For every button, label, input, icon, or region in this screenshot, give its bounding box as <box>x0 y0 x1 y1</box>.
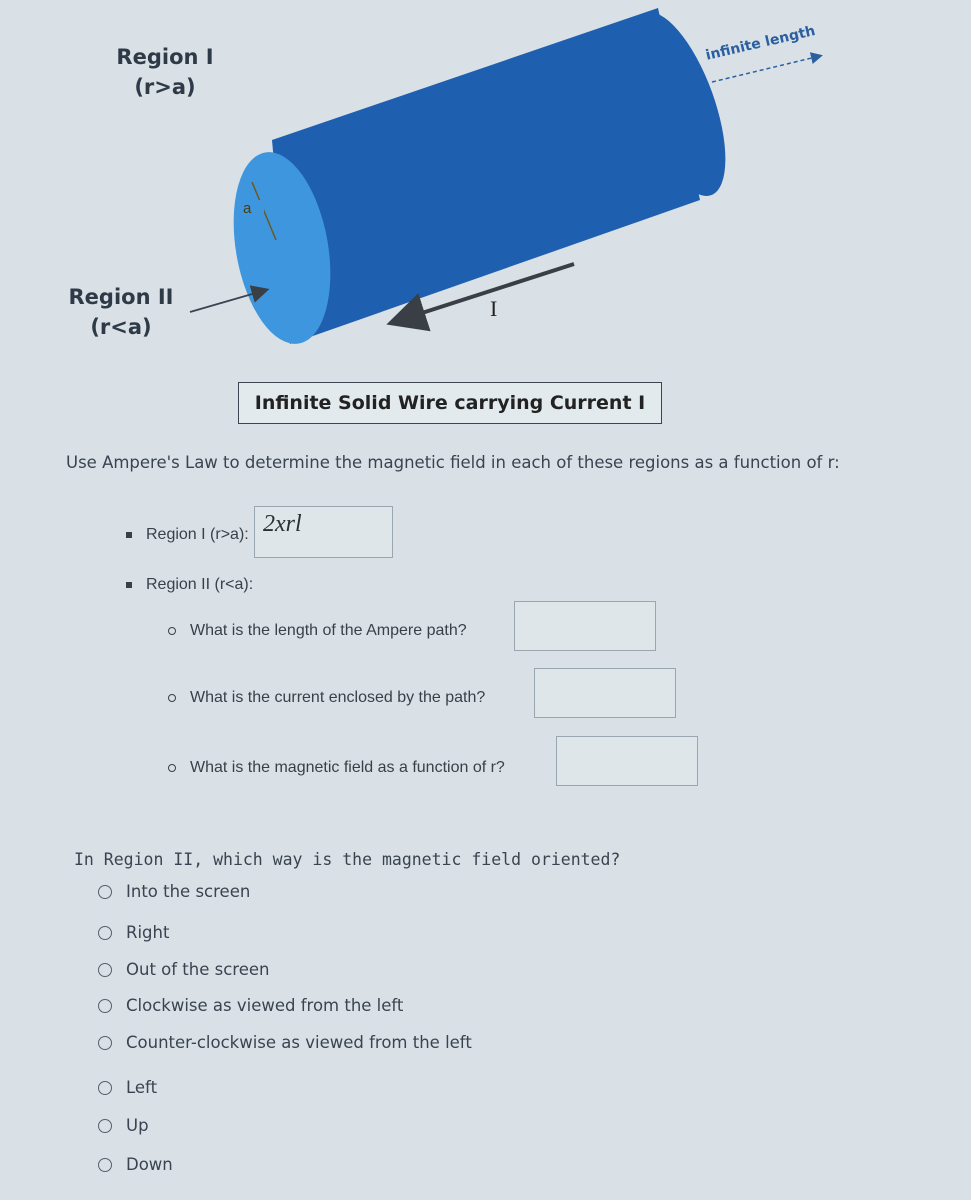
bullet-circle-icon <box>168 627 176 635</box>
region2-label <box>66 282 176 342</box>
option-into-screen[interactable] <box>98 882 250 901</box>
option-label: Left <box>126 1078 158 1097</box>
option-down[interactable] <box>98 1155 173 1174</box>
infinite-length-arrow <box>712 56 820 82</box>
radio-icon[interactable] <box>98 885 112 899</box>
enclosed-current-field[interactable] <box>534 668 676 718</box>
radio-icon[interactable] <box>98 963 112 977</box>
instruction-text: Use Ampere's Law to determine the magnetic field in each of these regions as a function of r: <box>66 453 840 472</box>
diagram-caption: Infinite Solid Wire carrying Current I <box>238 382 662 424</box>
radio-icon[interactable] <box>98 999 112 1013</box>
region1-condition: (r>a) <box>134 75 196 99</box>
radio-icon[interactable] <box>98 1081 112 1095</box>
option-right[interactable] <box>98 923 169 942</box>
bullet-square-icon <box>126 582 132 588</box>
radio-icon[interactable] <box>98 1158 112 1172</box>
subquestion-label: What is the magnetic field as a function of r? <box>190 759 505 776</box>
radio-icon[interactable] <box>98 1036 112 1050</box>
option-label: Clockwise as viewed from the left <box>126 996 404 1015</box>
option-left[interactable] <box>98 1078 157 1097</box>
region2-row <box>126 576 253 594</box>
subquestion-magnetic-field <box>168 759 505 777</box>
current-label: I <box>490 296 498 321</box>
option-clockwise[interactable] <box>98 996 403 1015</box>
path-length-field[interactable] <box>514 601 656 651</box>
subquestion-label: What is the current enclosed by the path? <box>190 689 486 706</box>
radio-icon[interactable] <box>98 1119 112 1133</box>
bullet-circle-icon <box>168 694 176 702</box>
region1-answer-field[interactable] <box>254 506 393 558</box>
region1-label <box>110 42 220 102</box>
region1-title: Region I <box>116 45 214 69</box>
region2-title: Region II <box>68 285 174 309</box>
subquestion-path-length <box>168 622 467 640</box>
option-label: Right <box>126 923 170 942</box>
option-label: Into the screen <box>126 882 251 901</box>
option-counter-clockwise[interactable] <box>98 1033 472 1052</box>
wire-diagram <box>0 0 971 440</box>
radio-icon[interactable] <box>98 926 112 940</box>
option-up[interactable] <box>98 1116 149 1135</box>
option-label: Down <box>126 1155 173 1174</box>
subquestion-label: What is the length of the Ampere path? <box>190 622 467 639</box>
region1-answer-value: 2xrl <box>263 511 302 537</box>
region2-condition: (r<a) <box>90 315 152 339</box>
radius-label: a <box>243 200 252 217</box>
bullet-circle-icon <box>168 764 176 772</box>
region2-row-label: Region II (r<a): <box>146 576 254 593</box>
infinite-length-label: infinite length <box>704 23 817 64</box>
orientation-question: In Region II, which way is the magnetic field oriented? <box>74 850 621 869</box>
option-label: Counter-clockwise as viewed from the left <box>126 1033 472 1052</box>
subquestion-enclosed-current <box>168 689 485 707</box>
option-label: Out of the screen <box>126 960 270 979</box>
region1-row <box>126 526 249 544</box>
option-label: Up <box>126 1116 149 1135</box>
bullet-square-icon <box>126 532 132 538</box>
region1-row-label: Region I (r>a): <box>146 526 249 543</box>
magnetic-field-field[interactable] <box>556 736 698 786</box>
option-out-of-screen[interactable] <box>98 960 269 979</box>
